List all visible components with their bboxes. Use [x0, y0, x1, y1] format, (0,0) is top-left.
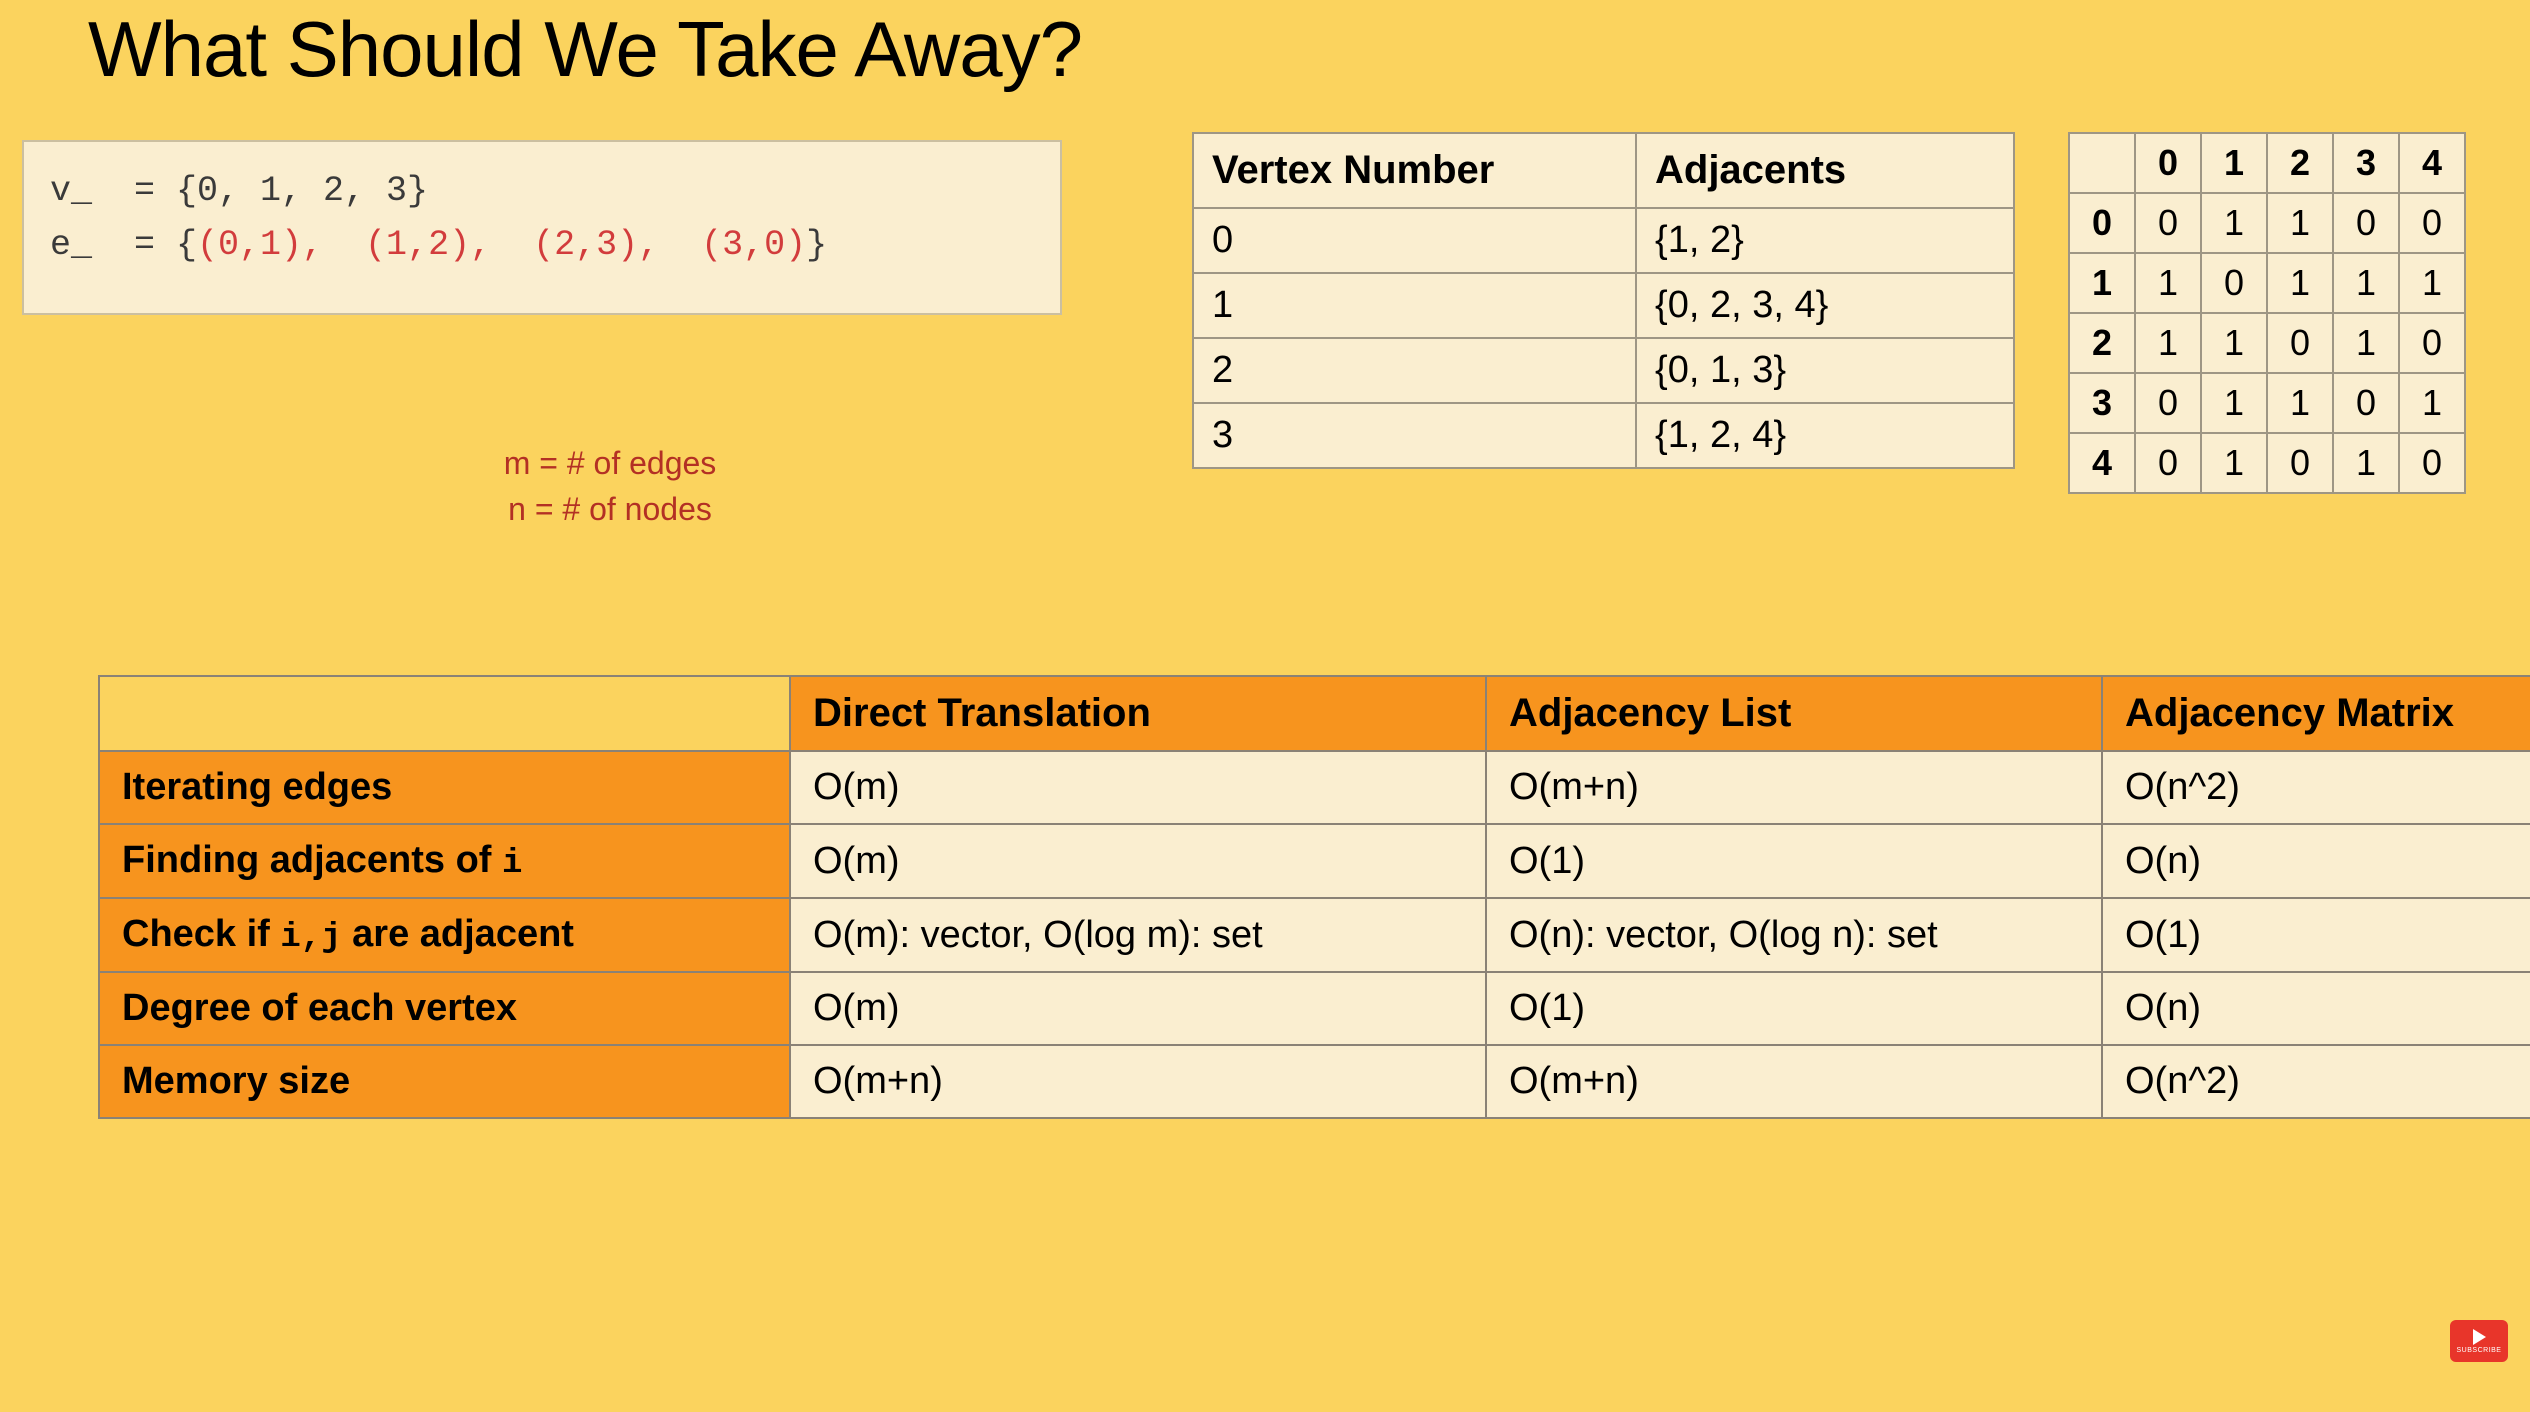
matrix-row-header-2: 2 — [2069, 313, 2135, 373]
adjlist-header-vertex: Vertex Number — [1193, 133, 1636, 208]
row-label-text-post: are adjacent — [341, 913, 574, 955]
cell-memory-direct: O(m+n) — [790, 1045, 1486, 1118]
cell-check-adjacent-direct: O(m): vector, O(log m): set — [790, 898, 1486, 972]
matrix-col-header-0: 0 — [2135, 133, 2201, 193]
comparison-col-adjacency-matrix: Adjacency Matrix — [2102, 676, 2530, 751]
adjacency-list-table — [1192, 132, 2015, 469]
matrix-cell-4-4: 0 — [2399, 433, 2465, 493]
row-label-text: Memory size — [122, 1060, 351, 1102]
comparison-row-label-iterating-edges — [99, 751, 790, 824]
matrix-cell-4-0: 0 — [2135, 433, 2201, 493]
code-line-2-prefix: e_ = { — [50, 225, 198, 266]
matrix-cell-1-1: 0 — [2201, 253, 2267, 313]
youtube-play-icon — [2473, 1329, 2486, 1345]
cell-memory-list: O(m+n) — [1486, 1045, 2102, 1118]
comparison-row-label-degree — [99, 972, 790, 1045]
comparison-row-label-memory — [99, 1045, 790, 1118]
cell-memory-matrix: O(n^2) — [2102, 1045, 2530, 1118]
matrix-cell-0-3: 0 — [2333, 193, 2399, 253]
comparison-row-label-finding-adjacents — [99, 824, 790, 898]
table-row — [99, 972, 2530, 1045]
cell-iterating-edges-list: O(m+n) — [1486, 751, 2102, 824]
matrix-row-header-4: 4 — [2069, 433, 2135, 493]
comparison-col-adjacency-list: Adjacency List — [1486, 676, 2102, 751]
complexity-comparison-table — [98, 675, 2530, 1119]
row-label-mono: i — [502, 845, 523, 883]
adjacency-matrix-table — [2068, 132, 2466, 494]
legend-line-n: n = # of nodes — [508, 491, 712, 528]
cell-degree-direct: O(m) — [790, 972, 1486, 1045]
table-row — [1193, 273, 2014, 338]
cell-check-adjacent-list: O(n): vector, O(log n): set — [1486, 898, 2102, 972]
matrix-col-header-2: 2 — [2267, 133, 2333, 193]
matrix-row — [2069, 433, 2465, 493]
matrix-cell-2-3: 1 — [2333, 313, 2399, 373]
code-line-1: v_ = {0, 1, 2, 3} — [50, 171, 429, 211]
matrix-cell-1-4: 1 — [2399, 253, 2465, 313]
legend-notation — [330, 440, 890, 533]
adjlist-adjacents-0: {1, 2} — [1636, 208, 2014, 273]
cell-iterating-edges-direct: O(m) — [790, 751, 1486, 824]
matrix-col-header-1: 1 — [2201, 133, 2267, 193]
matrix-col-header-4: 4 — [2399, 133, 2465, 193]
code-line-2 — [50, 218, 1034, 272]
matrix-col-header-3: 3 — [2333, 133, 2399, 193]
code-block — [22, 140, 1062, 315]
matrix-row — [2069, 253, 2465, 313]
adjlist-adjacents-2: {0, 1, 3} — [1636, 338, 2014, 403]
comparison-header-row — [99, 676, 2530, 751]
matrix-cell-4-2: 0 — [2267, 433, 2333, 493]
cell-degree-matrix: O(n) — [2102, 972, 2530, 1045]
matrix-cell-2-0: 1 — [2135, 313, 2201, 373]
matrix-cell-3-2: 1 — [2267, 373, 2333, 433]
row-label-text: Finding adjacents of — [122, 839, 503, 881]
table-row — [1193, 403, 2014, 468]
adjlist-vertex-3: 3 — [1193, 403, 1636, 468]
comparison-col-direct-translation: Direct Translation — [790, 676, 1486, 751]
matrix-cell-0-4: 0 — [2399, 193, 2465, 253]
cell-check-adjacent-matrix: O(1) — [2102, 898, 2530, 972]
row-label-mono: i,j — [280, 919, 342, 957]
legend-line-m: m = # of edges — [503, 445, 717, 481]
cell-degree-list: O(1) — [1486, 972, 2102, 1045]
matrix-row-header-3: 3 — [2069, 373, 2135, 433]
table-row — [99, 1045, 2530, 1118]
table-row — [1193, 338, 2014, 403]
table-row — [99, 751, 2530, 824]
matrix-cell-3-4: 1 — [2399, 373, 2465, 433]
matrix-row — [2069, 373, 2465, 433]
row-label-text: Degree of each vertex — [122, 987, 517, 1029]
comparison-row-label-check-adjacent — [99, 898, 790, 972]
cell-iterating-edges-matrix: O(n^2) — [2102, 751, 2530, 824]
matrix-cell-0-1: 1 — [2201, 193, 2267, 253]
matrix-corner-cell — [2069, 133, 2135, 193]
matrix-row-header-0: 0 — [2069, 193, 2135, 253]
matrix-cell-1-0: 1 — [2135, 253, 2201, 313]
adjlist-header-adjacents: Adjacents — [1636, 133, 2014, 208]
adjlist-vertex-2: 2 — [1193, 338, 1636, 403]
comparison-corner-cell — [99, 676, 790, 751]
cell-finding-adjacents-direct: O(m) — [790, 824, 1486, 898]
matrix-header-row — [2069, 133, 2465, 193]
cell-finding-adjacents-list: O(1) — [1486, 824, 2102, 898]
adjlist-adjacents-1: {0, 2, 3, 4} — [1636, 273, 2014, 338]
matrix-cell-3-3: 0 — [2333, 373, 2399, 433]
cell-finding-adjacents-matrix: O(n) — [2102, 824, 2530, 898]
table-header-row — [1193, 133, 2014, 208]
matrix-cell-2-2: 0 — [2267, 313, 2333, 373]
adjlist-adjacents-3: {1, 2, 4} — [1636, 403, 2014, 468]
row-label-text: Iterating edges — [122, 766, 393, 808]
matrix-row — [2069, 193, 2465, 253]
matrix-row-header-1: 1 — [2069, 253, 2135, 313]
table-row — [99, 824, 2530, 898]
page-title: What Should We Take Away? — [88, 5, 1082, 93]
subscribe-label: SUBSCRIBE — [2456, 1346, 2502, 1354]
row-label-text: Check if — [122, 913, 281, 955]
matrix-cell-1-2: 1 — [2267, 253, 2333, 313]
adjlist-vertex-0: 0 — [1193, 208, 1636, 273]
matrix-cell-3-0: 0 — [2135, 373, 2201, 433]
matrix-cell-1-3: 1 — [2333, 253, 2399, 313]
matrix-row — [2069, 313, 2465, 373]
code-line-2-edges: (0,1), (1,2), (2,3), (3,0) — [197, 225, 807, 266]
youtube-subscribe-button[interactable] — [2450, 1320, 2508, 1362]
matrix-cell-4-3: 1 — [2333, 433, 2399, 493]
matrix-cell-0-0: 0 — [2135, 193, 2201, 253]
adjlist-vertex-1: 1 — [1193, 273, 1636, 338]
matrix-cell-0-2: 1 — [2267, 193, 2333, 253]
table-row — [99, 898, 2530, 972]
code-line-2-suffix: } — [806, 225, 828, 266]
matrix-cell-2-4: 0 — [2399, 313, 2465, 373]
matrix-cell-4-1: 1 — [2201, 433, 2267, 493]
matrix-cell-2-1: 1 — [2201, 313, 2267, 373]
matrix-cell-3-1: 1 — [2201, 373, 2267, 433]
table-row — [1193, 208, 2014, 273]
